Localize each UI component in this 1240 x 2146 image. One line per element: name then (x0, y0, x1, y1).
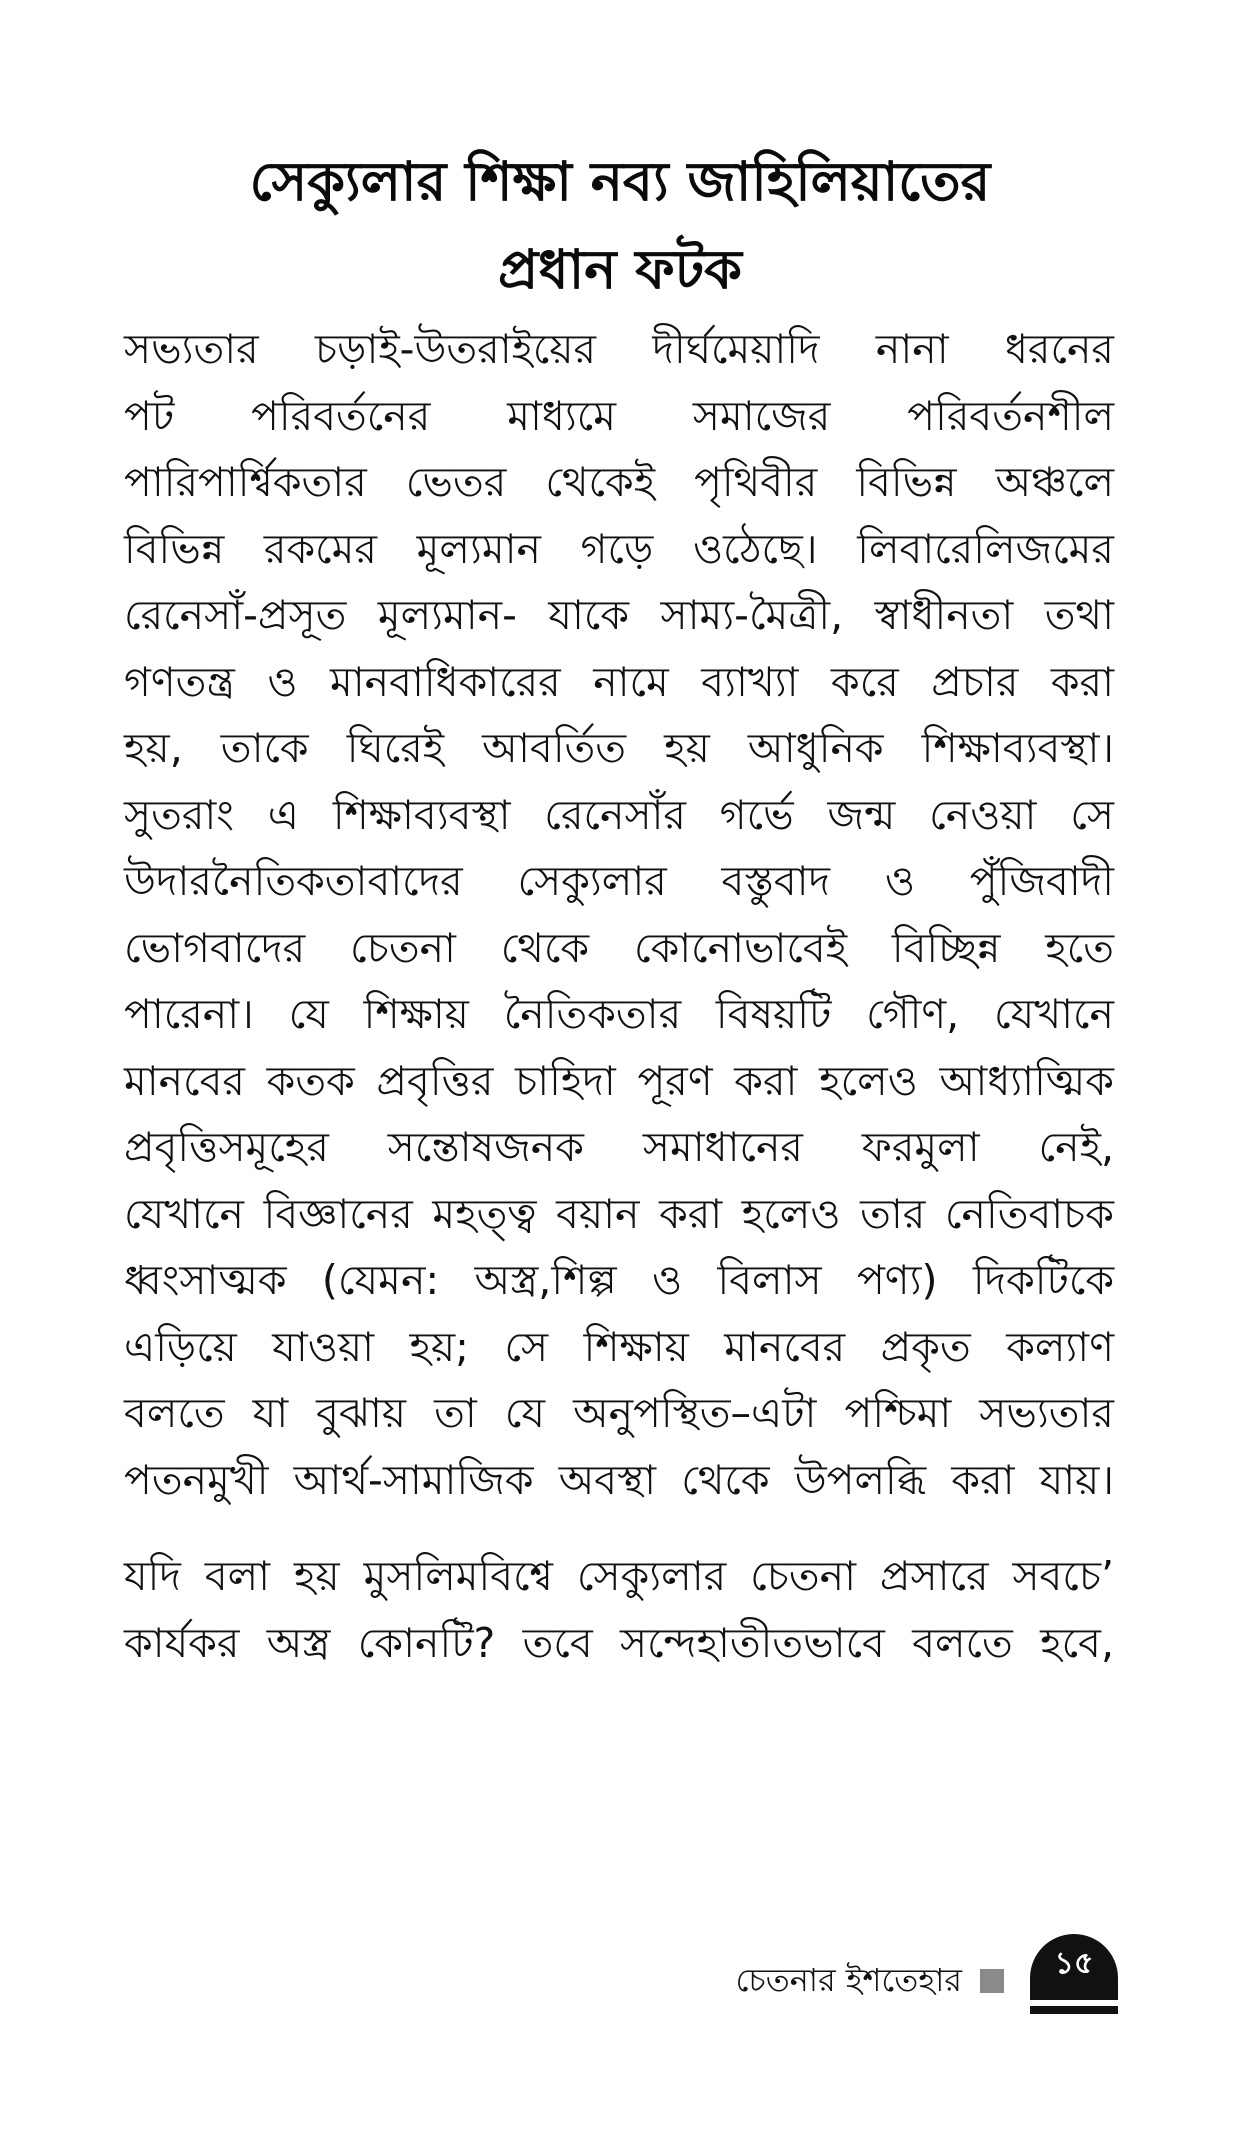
text-line: কার্যকর অস্ত্র কোনটি? তবে সন্দেহাতীতভাবে বলতে হবে, (124, 1618, 1114, 1667)
text-line: পতনমুখী আর্থ-সামাজিক অবস্থা থেকে উপলব্ধি করা যায়। (124, 1455, 1114, 1504)
title-line-2: প্রধান ফটক (498, 238, 742, 301)
body-text (124, 316, 1114, 1676)
text-line: রেনেসাঁ-প্রসূত মূল্যমান- যাকে সাম্য-মৈত্রী, স্বাধীনতা তথা (124, 591, 1114, 639)
paragraph-1 (124, 316, 1114, 1513)
text-line: পট পরিবর্তনের মাধ্যমে সমাজের পরিবর্তনশীল (124, 391, 1114, 440)
text-line: ধ্বংসাত্মক (যেমন: অস্ত্র,শিল্প ও বিলাস পণ্য) দিকটিকে (124, 1256, 1114, 1304)
text-line: ভোগবাদের চেতনা থেকে কোনোভাবেই বিচ্ছিন্ন হতে (124, 923, 1114, 972)
text-line: প্রবৃত্তিসমূহের সন্তোষজনক সমাধানের ফরমুলা নেই, (124, 1123, 1114, 1171)
text-line: পারিপার্শ্বিকতার ভেতর থেকেই পৃথিবীর বিভিন্ন অঞ্চলে (124, 458, 1114, 506)
page-number: ১৫ (1054, 1946, 1094, 1981)
text-line: এড়িয়ে যাওয়া হয়; সে শিক্ষায় মানবের প্রকৃত কল্যাণ (124, 1322, 1114, 1371)
title-line-1: সেক্যুলার শিক্ষা নব্য জাহিলিয়াতের (249, 150, 991, 213)
text-line: উদারনৈতিকতাবাদের সেক্যুলার বস্তুবাদ ও পুঁজিবাদী (124, 857, 1114, 905)
page-footer (600, 1934, 1120, 2024)
text-line: হয়, তাকে ঘিরেই আবর্তিত হয় আধুনিক শিক্ষাব্যবস্থা। (124, 724, 1114, 772)
text-line: সভ্যতার চড়াই-উতরাইয়ের দীর্ঘমেয়াদি নানা ধরনের (124, 325, 1114, 373)
text-line: মানবের কতক প্রবৃত্তির চাহিদা পূরণ করা হলেও আধ্যাত্মিক (124, 1056, 1114, 1105)
book-title: চেতনার ইশতেহার (735, 1961, 962, 1999)
text-line: পারেনা। যে শিক্ষায় নৈতিকতার বিষয়টি গৌণ, যেখানে (124, 990, 1114, 1038)
text-line: বিভিন্ন রকমের মূল্যমান গড়ে ওঠেছে। লিবারেলিজমের (124, 524, 1114, 573)
text-line: যদি বলা হয় মুসলিমবিশ্বে সেক্যুলার চেতনা প্রসারে সবচে’ (124, 1552, 1114, 1600)
paragraph-2 (124, 1543, 1114, 1676)
text-line: যেখানে বিজ্ঞানের মহত্ত্ব বয়ান করা হলেও তার নেতিবাচক (124, 1189, 1114, 1238)
text-line: গণতন্ত্র ও মানবাধিকারের নামে ব্যাখ্যা করে প্রচার করা (124, 657, 1114, 706)
text-line: বলতে যা বুঝায় তা যে অনুপস্থিত–এটা পশ্চিমা সভ্যতার (124, 1389, 1114, 1437)
page-title (100, 138, 1140, 314)
separator-square-icon (980, 1969, 1004, 1993)
badge-underline (1030, 2006, 1118, 2014)
text-line: সুতরাং এ শিক্ষাব্যবস্থা রেনেসাঁর গর্ভে জন্ম নেওয়া সে (124, 790, 1114, 839)
